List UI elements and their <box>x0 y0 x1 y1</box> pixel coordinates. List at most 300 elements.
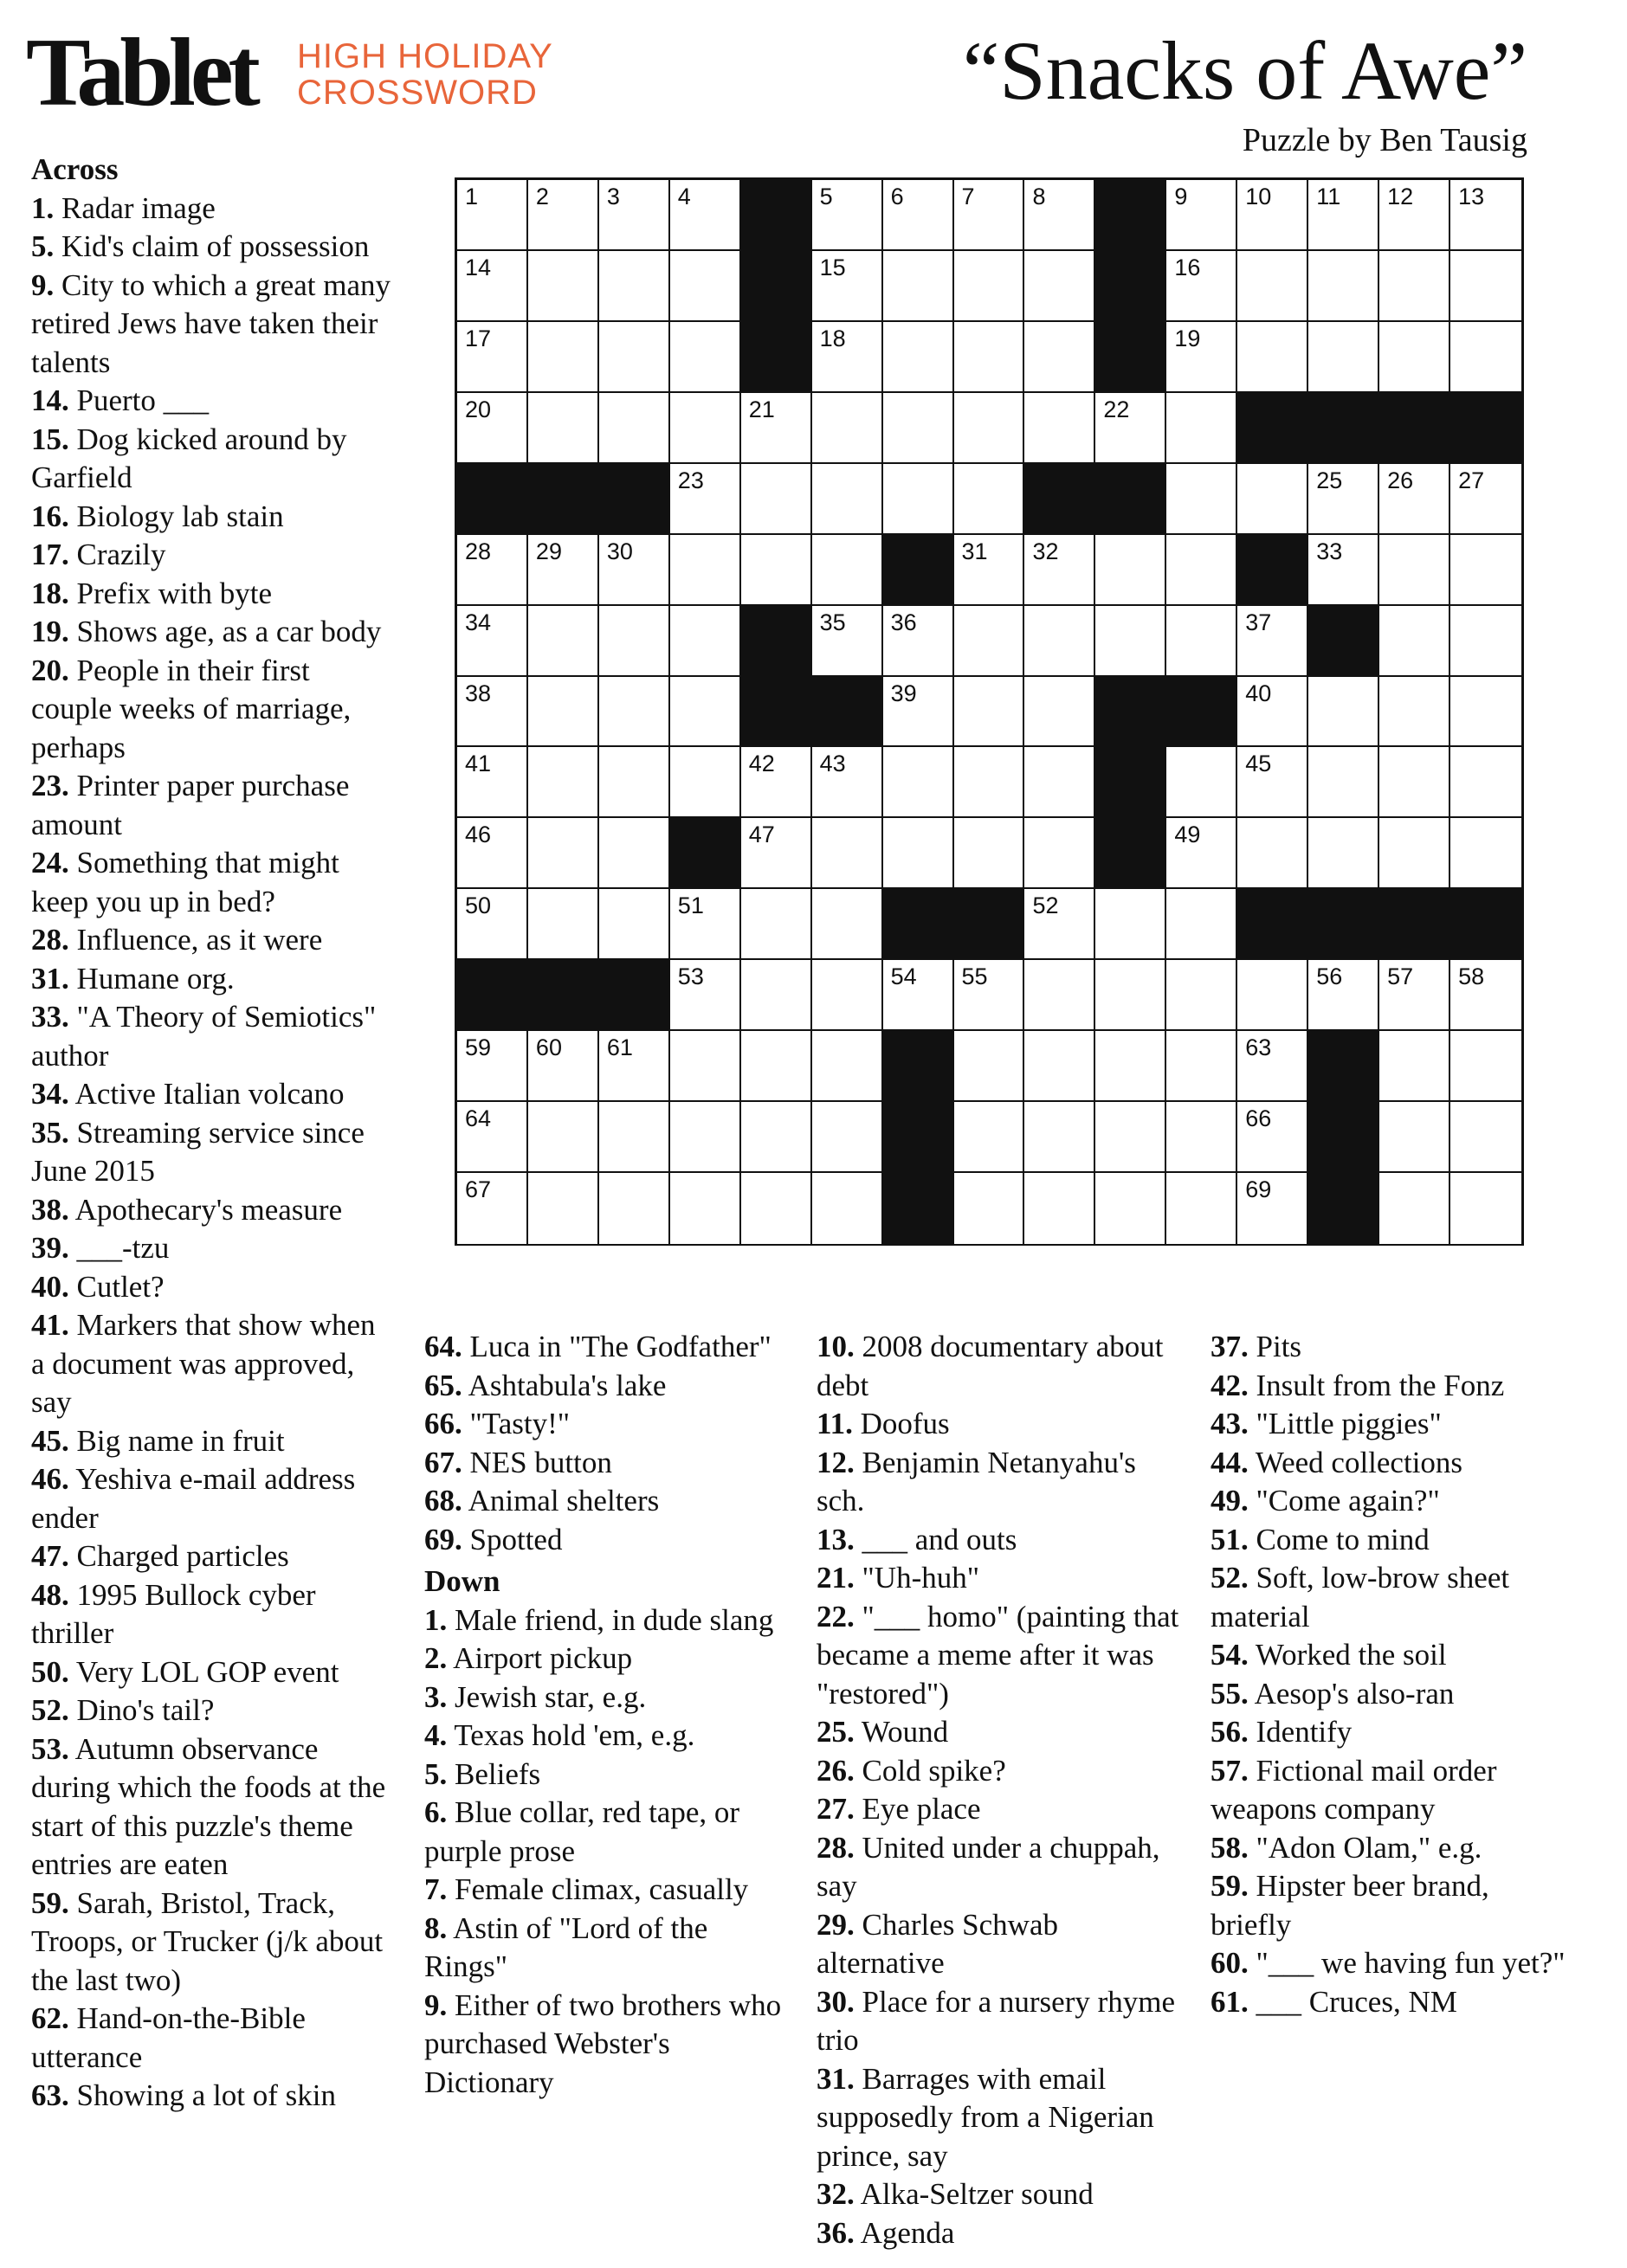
grid-cell[interactable] <box>528 889 599 960</box>
clue-number: 15. <box>31 422 69 456</box>
clue-number: 56. <box>1211 1715 1249 1749</box>
black-square <box>741 677 812 748</box>
grid-cell[interactable] <box>1024 747 1095 818</box>
grid-cell[interactable] <box>599 1102 670 1173</box>
grid-cell[interactable] <box>599 1173 670 1244</box>
grid-cell[interactable] <box>670 960 741 1031</box>
grid-cell[interactable] <box>670 251 741 322</box>
grid-cell[interactable] <box>741 1173 812 1244</box>
grid-cell[interactable] <box>1024 393 1095 464</box>
black-square <box>741 180 812 251</box>
black-square <box>599 464 670 535</box>
grid-cell[interactable] <box>1237 1031 1308 1102</box>
cell-number: 34 <box>465 609 492 635</box>
grid-cell[interactable] <box>1166 180 1237 251</box>
grid-cell[interactable] <box>457 677 528 748</box>
clue-item <box>424 1521 788 1560</box>
puzzle-byline: Puzzle by Ben Tausig <box>1242 122 1527 158</box>
cell-number: 13 <box>1458 184 1485 209</box>
grid-cell[interactable] <box>599 180 670 251</box>
grid-cell[interactable] <box>954 960 1025 1031</box>
grid-cell[interactable] <box>954 747 1025 818</box>
clue-text: Fictional mail order weapons company <box>1211 1753 1497 1826</box>
grid-cell[interactable] <box>1024 606 1095 677</box>
grid-cell[interactable] <box>1237 960 1308 1031</box>
clue-item <box>31 536 395 575</box>
grid-cell[interactable] <box>528 1031 599 1102</box>
grid-cell[interactable] <box>670 1102 741 1173</box>
grid-cell[interactable] <box>883 322 954 393</box>
cell-number: 61 <box>606 1034 633 1061</box>
grid-cell[interactable] <box>670 464 741 535</box>
grid-cell[interactable] <box>670 606 741 677</box>
black-square <box>1237 889 1308 960</box>
grid-cell[interactable] <box>457 1173 528 1244</box>
cell-number: 4 <box>677 184 691 209</box>
grid-cell[interactable] <box>1308 535 1379 606</box>
clue-text: ___ Cruces, NM <box>1248 1984 1457 2019</box>
grid-cell[interactable] <box>954 1102 1025 1173</box>
grid-cell[interactable] <box>1166 322 1237 393</box>
grid-cell[interactable] <box>599 747 670 818</box>
grid-cell[interactable] <box>528 535 599 606</box>
grid-cell[interactable] <box>812 1102 883 1173</box>
grid-cell[interactable] <box>954 322 1025 393</box>
clue-item <box>817 1405 1180 1444</box>
black-square <box>670 818 741 889</box>
grid-cell[interactable] <box>1379 1102 1450 1173</box>
grid-cell[interactable] <box>883 180 954 251</box>
clue-text: Barrages with email supposedly from a Nigerian prince, say <box>817 2061 1154 2173</box>
grid-cell[interactable] <box>1166 606 1237 677</box>
clue-text: ___-tzu <box>68 1231 170 1265</box>
cell-number: 15 <box>819 254 846 280</box>
clue-number: 51. <box>1211 1522 1249 1556</box>
clue-text: "Tasty!" <box>462 1407 571 1440</box>
grid-cell[interactable] <box>457 1102 528 1173</box>
grid-cell[interactable] <box>954 180 1025 251</box>
cell-number: 1 <box>465 184 479 209</box>
grid-cell[interactable] <box>883 677 954 748</box>
subtitle-line-2: CROSSWORD <box>297 74 538 112</box>
grid-cell[interactable] <box>1379 464 1450 535</box>
grid-cell[interactable] <box>1450 180 1521 251</box>
grid-cell[interactable] <box>812 747 883 818</box>
cell-number: 28 <box>465 538 492 564</box>
grid-cell[interactable] <box>954 535 1025 606</box>
grid-cell[interactable] <box>1450 322 1521 393</box>
black-square <box>1308 606 1379 677</box>
grid-cell[interactable] <box>1095 889 1166 960</box>
cell-number: 20 <box>465 396 492 422</box>
grid-cell[interactable] <box>1237 251 1308 322</box>
grid-cell[interactable] <box>670 180 741 251</box>
clue-item <box>1211 1675 1566 1714</box>
grid-cell[interactable] <box>457 322 528 393</box>
cell-number: 16 <box>1174 254 1201 280</box>
grid-cell[interactable] <box>883 960 954 1031</box>
clue-text: Charged particles <box>68 1539 289 1573</box>
clue-number: 2. <box>424 1641 448 1675</box>
grid-cell[interactable] <box>741 1102 812 1173</box>
grid-cell[interactable] <box>670 889 741 960</box>
grid-cell[interactable] <box>670 393 741 464</box>
clue-number: 13. <box>817 1522 855 1556</box>
clue-column-3 <box>817 1328 1180 2252</box>
grid-cell[interactable] <box>1237 464 1308 535</box>
clue-column-2 <box>424 1328 788 2102</box>
grid-cell[interactable] <box>599 677 670 748</box>
clue-text: Humane org. <box>68 961 235 995</box>
black-square <box>883 889 954 960</box>
grid-cell[interactable] <box>528 818 599 889</box>
grid-cell[interactable] <box>1237 1102 1308 1173</box>
grid-cell[interactable] <box>670 677 741 748</box>
black-square <box>1095 251 1166 322</box>
clue-number: 49. <box>1211 1484 1249 1517</box>
grid-cell[interactable] <box>1095 535 1166 606</box>
clue-number: 32. <box>817 2177 855 2211</box>
grid-cell[interactable] <box>812 322 883 393</box>
subtitle-line-1: HIGH HOLIDAY <box>297 37 553 75</box>
grid-cell[interactable] <box>670 1031 741 1102</box>
clue-number: 57. <box>1211 1753 1249 1788</box>
clue-text: Shows age, as a car body <box>68 615 382 648</box>
grid-cell[interactable] <box>1024 535 1095 606</box>
grid-cell[interactable] <box>1450 1173 1521 1244</box>
grid-cell[interactable] <box>1166 818 1237 889</box>
cell-number: 50 <box>465 892 492 919</box>
cell-number: 51 <box>677 892 704 919</box>
grid-cell[interactable] <box>954 677 1025 748</box>
black-square <box>1095 747 1166 818</box>
clue-number: 7. <box>424 1872 448 1906</box>
grid-cell[interactable] <box>1166 960 1237 1031</box>
clue-text: Puerto ___ <box>68 383 210 417</box>
grid-cell[interactable] <box>741 1031 812 1102</box>
clue-text: Soft, low-brow sheet material <box>1211 1561 1510 1633</box>
grid-cell[interactable] <box>883 818 954 889</box>
clue-section-heading: Down <box>424 1564 500 1598</box>
grid-cell[interactable] <box>1450 464 1521 535</box>
grid-cell[interactable] <box>883 393 954 464</box>
grid-cell[interactable] <box>1450 606 1521 677</box>
grid-cell[interactable] <box>1166 1102 1237 1173</box>
clue-number: 25. <box>817 1715 855 1749</box>
cell-number: 35 <box>819 609 846 635</box>
grid-cell[interactable] <box>1379 180 1450 251</box>
cell-number: 43 <box>819 751 846 777</box>
grid-cell[interactable] <box>812 960 883 1031</box>
grid-cell[interactable] <box>1024 1031 1095 1102</box>
clue-number: 30. <box>817 1984 855 2019</box>
grid-cell[interactable] <box>1237 180 1308 251</box>
grid-cell[interactable] <box>954 393 1025 464</box>
grid-cell[interactable] <box>1166 889 1237 960</box>
grid-cell[interactable] <box>1379 960 1450 1031</box>
grid-cell[interactable] <box>457 747 528 818</box>
grid-cell[interactable] <box>1237 322 1308 393</box>
grid-cell[interactable] <box>1450 1031 1521 1102</box>
cell-number: 37 <box>1245 609 1272 635</box>
grid-cell[interactable] <box>1024 180 1095 251</box>
grid-cell[interactable] <box>741 464 812 535</box>
grid-cell[interactable] <box>812 1031 883 1102</box>
grid-cell[interactable] <box>1379 747 1450 818</box>
grid-cell[interactable] <box>599 251 670 322</box>
crossword-grid <box>455 177 1524 1246</box>
clue-number: 5. <box>424 1756 448 1791</box>
grid-cell[interactable] <box>741 747 812 818</box>
clue-item <box>31 2077 395 2116</box>
grid-cell[interactable] <box>1166 1173 1237 1244</box>
grid-cell[interactable] <box>1308 322 1379 393</box>
clue-text: Doofus <box>852 1407 950 1440</box>
grid-cell[interactable] <box>1450 1102 1521 1173</box>
grid-cell[interactable] <box>1166 393 1237 464</box>
grid-cell[interactable] <box>599 322 670 393</box>
grid-cell[interactable] <box>1166 747 1237 818</box>
clue-text: "A Theory of Semiotics" author <box>31 1000 377 1073</box>
grid-cell[interactable] <box>812 889 883 960</box>
cell-number: 21 <box>748 396 775 422</box>
grid-cell[interactable] <box>1095 1173 1166 1244</box>
grid-cell[interactable] <box>883 251 954 322</box>
grid-cell[interactable] <box>457 535 528 606</box>
grid-cell[interactable] <box>1166 464 1237 535</box>
grid-cell[interactable] <box>528 747 599 818</box>
grid-cell[interactable] <box>1237 747 1308 818</box>
clue-item <box>424 1405 788 1444</box>
grid-cell[interactable] <box>812 180 883 251</box>
clue-text: Identify <box>1248 1715 1353 1749</box>
grid-cell[interactable] <box>812 606 883 677</box>
grid-cell[interactable] <box>1024 1173 1095 1244</box>
grid-cell[interactable] <box>812 464 883 535</box>
grid-cell[interactable] <box>812 818 883 889</box>
grid-cell[interactable] <box>1379 1031 1450 1102</box>
grid-cell[interactable] <box>954 606 1025 677</box>
grid-cell[interactable] <box>670 535 741 606</box>
cell-number: 18 <box>819 325 846 351</box>
clue-text: Prefix with byte <box>68 576 273 610</box>
clue-text: Worked the soil <box>1248 1638 1447 1672</box>
grid-cell[interactable] <box>1379 535 1450 606</box>
black-square <box>1095 464 1166 535</box>
grid-cell[interactable] <box>599 818 670 889</box>
clue-text: Spotted <box>462 1522 563 1556</box>
clue-text: Eye place <box>854 1792 981 1826</box>
clue-text: Pits <box>1248 1330 1302 1363</box>
grid-cell[interactable] <box>1379 322 1450 393</box>
clue-text: Male friend, in dude slang <box>447 1602 774 1637</box>
grid-cell[interactable] <box>1095 1102 1166 1173</box>
grid-cell[interactable] <box>528 1173 599 1244</box>
grid-cell[interactable] <box>883 606 954 677</box>
clue-number: 63. <box>31 2078 69 2112</box>
grid-cell[interactable] <box>599 535 670 606</box>
cell-number: 3 <box>606 184 620 209</box>
grid-cell[interactable] <box>528 677 599 748</box>
grid-cell[interactable] <box>1450 747 1521 818</box>
cell-number: 14 <box>465 254 492 280</box>
grid-cell[interactable] <box>599 393 670 464</box>
grid-cell[interactable] <box>1308 464 1379 535</box>
clue-number: 14. <box>31 383 69 417</box>
grid-cell[interactable] <box>1166 251 1237 322</box>
grid-cell[interactable] <box>812 535 883 606</box>
grid-cell[interactable] <box>1308 251 1379 322</box>
grid-cell[interactable] <box>741 960 812 1031</box>
grid-cell[interactable] <box>1095 393 1166 464</box>
grid-cell[interactable] <box>670 747 741 818</box>
clue-number: 1. <box>31 190 55 225</box>
grid-cell[interactable] <box>1166 1031 1237 1102</box>
grid-cell[interactable] <box>1450 535 1521 606</box>
clue-number: 23. <box>31 769 69 802</box>
grid-cell[interactable] <box>1379 251 1450 322</box>
clue-number: 21. <box>817 1561 855 1595</box>
grid-cell[interactable] <box>1095 1031 1166 1102</box>
grid-cell[interactable] <box>1095 606 1166 677</box>
grid-cell[interactable] <box>1450 677 1521 748</box>
clue-text: Female climax, casually <box>447 1872 749 1906</box>
cell-number: 60 <box>535 1034 562 1061</box>
clue-text: Hipster beer brand, briefly <box>1211 1869 1489 1942</box>
grid-cell[interactable] <box>1379 677 1450 748</box>
grid-cell[interactable] <box>1237 1173 1308 1244</box>
grid-cell[interactable] <box>1237 677 1308 748</box>
clue-text: Streaming service since June 2015 <box>31 1115 365 1188</box>
grid-cell[interactable] <box>1237 606 1308 677</box>
grid-cell[interactable] <box>954 1031 1025 1102</box>
grid-cell[interactable] <box>599 606 670 677</box>
grid-cell[interactable] <box>954 1173 1025 1244</box>
grid-cell[interactable] <box>457 889 528 960</box>
clue-item <box>817 1444 1180 1521</box>
clue-item <box>424 1717 788 1756</box>
clue-item <box>817 1521 1180 1560</box>
cell-number: 45 <box>1245 751 1272 777</box>
clue-text: Either of two brothers who purchased Webster's Dictionary <box>424 1988 782 2099</box>
clue-item <box>1211 1328 1566 1367</box>
clue-item <box>31 575 395 614</box>
cell-number: 5 <box>819 184 833 209</box>
clue-number: 69. <box>424 1522 462 1556</box>
grid-cell[interactable] <box>528 322 599 393</box>
grid-cell[interactable] <box>1024 818 1095 889</box>
clue-text: Crazily <box>68 538 166 571</box>
clue-item <box>817 1906 1180 1983</box>
grid-cell[interactable] <box>741 818 812 889</box>
grid-cell[interactable] <box>528 393 599 464</box>
grid-cell[interactable] <box>457 606 528 677</box>
clue-number: 53. <box>31 1731 69 1766</box>
cell-number: 53 <box>677 963 704 990</box>
clue-number: 26. <box>817 1753 855 1788</box>
grid-cell[interactable] <box>1450 960 1521 1031</box>
grid-cell[interactable] <box>954 818 1025 889</box>
grid-cell[interactable] <box>1237 818 1308 889</box>
grid-cell[interactable] <box>1450 818 1521 889</box>
grid-cell[interactable] <box>457 251 528 322</box>
clue-text: "Adon Olam," e.g. <box>1248 1830 1482 1865</box>
black-square <box>1237 393 1308 464</box>
grid-cell[interactable] <box>599 889 670 960</box>
grid-cell[interactable] <box>741 535 812 606</box>
grid-cell[interactable] <box>1450 251 1521 322</box>
black-square <box>741 606 812 677</box>
grid-cell[interactable] <box>599 1031 670 1102</box>
grid-cell[interactable] <box>1379 818 1450 889</box>
clue-number: 9. <box>31 267 55 302</box>
grid-cell[interactable] <box>1308 677 1379 748</box>
grid-cell[interactable] <box>528 606 599 677</box>
grid-cell[interactable] <box>812 1173 883 1244</box>
grid-cell[interactable] <box>1024 322 1095 393</box>
grid-cell[interactable] <box>1024 889 1095 960</box>
clue-text: Aesop's also-ran <box>1248 1676 1455 1711</box>
clue-number: 9. <box>424 1988 448 2022</box>
clue-item <box>31 1691 395 1730</box>
grid-cell[interactable] <box>457 393 528 464</box>
grid-cell[interactable] <box>954 464 1025 535</box>
grid-cell[interactable] <box>1024 251 1095 322</box>
grid-cell[interactable] <box>1024 960 1095 1031</box>
grid-cell[interactable] <box>1308 180 1379 251</box>
grid-cell[interactable] <box>1379 1173 1450 1244</box>
grid-cell[interactable] <box>883 464 954 535</box>
grid-cell[interactable] <box>954 251 1025 322</box>
grid-cell[interactable] <box>1308 960 1379 1031</box>
grid-cell[interactable] <box>457 180 528 251</box>
clue-text: Beliefs <box>447 1756 541 1791</box>
clue-text: 1995 Bullock cyber thriller <box>31 1577 316 1650</box>
grid-cell[interactable] <box>528 1102 599 1173</box>
grid-cell[interactable] <box>670 1173 741 1244</box>
grid-cell[interactable] <box>883 747 954 818</box>
clue-text: "___ we having fun yet?" <box>1248 1946 1566 1980</box>
grid-cell[interactable] <box>1024 677 1095 748</box>
clue-item <box>817 2060 1180 2176</box>
grid-cell[interactable] <box>528 180 599 251</box>
grid-cell[interactable] <box>1308 818 1379 889</box>
clue-number: 3. <box>424 1679 448 1714</box>
grid-cell[interactable] <box>812 251 883 322</box>
clue-text: Dino's tail? <box>68 1693 215 1727</box>
grid-cell[interactable] <box>741 393 812 464</box>
grid-cell[interactable] <box>457 1031 528 1102</box>
grid-cell[interactable] <box>741 889 812 960</box>
grid-cell[interactable] <box>1024 1102 1095 1173</box>
clue-item <box>817 1598 1180 1714</box>
grid-cell[interactable] <box>670 322 741 393</box>
grid-cell[interactable] <box>1095 960 1166 1031</box>
grid-cell[interactable] <box>1308 747 1379 818</box>
clue-item <box>31 1114 395 1191</box>
clue-text: Influence, as it were <box>68 923 323 957</box>
black-square <box>741 251 812 322</box>
cell-number: 10 <box>1245 184 1272 209</box>
grid-cell[interactable] <box>812 393 883 464</box>
grid-cell[interactable] <box>528 251 599 322</box>
clue-item <box>31 190 395 229</box>
grid-cell[interactable] <box>1379 606 1450 677</box>
grid-cell[interactable] <box>1166 535 1237 606</box>
grid-cell[interactable] <box>457 818 528 889</box>
clue-number: 67. <box>424 1445 462 1479</box>
clue-number: 20. <box>31 653 69 687</box>
